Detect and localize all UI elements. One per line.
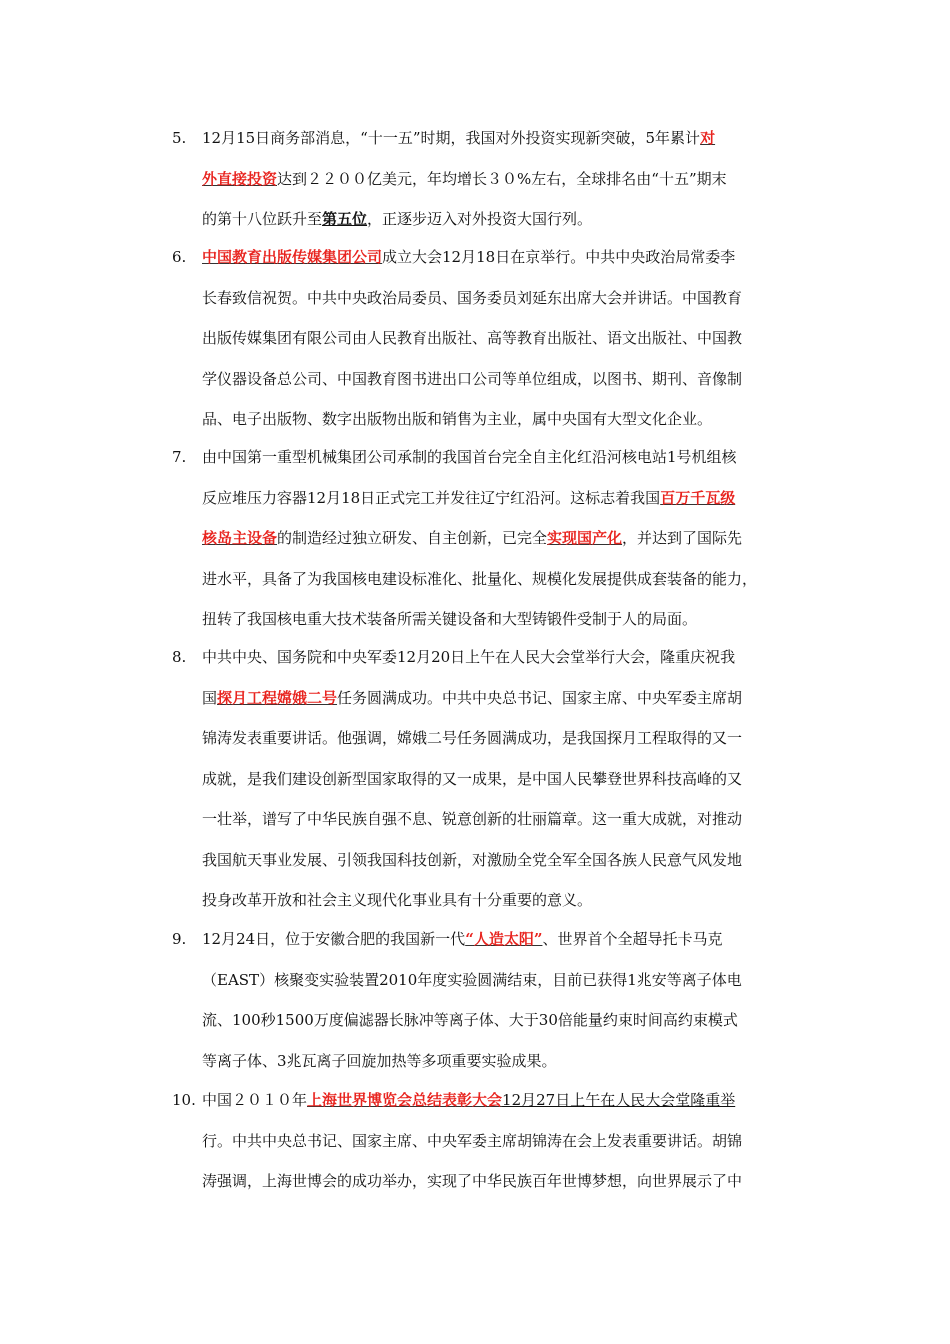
item-body: [202, 437, 812, 640]
text-line: [202, 840, 812, 881]
text-run: 我国航天事业发展、引领我国科技创新，对激励全党全军全国各族人民意气风发地: [202, 850, 743, 869]
text-run: 、世界首个全超导托卡马克: [542, 930, 723, 948]
item-body: [202, 237, 812, 440]
highlighted-term: 实现国产化: [547, 529, 623, 547]
text-run: 成就，是我们建设创新型国家取得的又一成果，是中国人民攀登世界科技高峰的又: [202, 769, 743, 788]
text-line: [202, 960, 812, 1001]
text-line: [202, 1000, 812, 1041]
item-body: [202, 919, 812, 1081]
text-run: 锦涛发表重要讲话。他强调，嫦娥二号任务圆满成功，是我国探月工程取得的又一: [202, 729, 743, 747]
text-line: [202, 118, 812, 159]
text-line: [202, 759, 812, 800]
text-run: 投身改革开放和社会主义现代化事业具有十分重要的意义。: [202, 891, 593, 909]
item-number: 7.: [172, 448, 187, 466]
item-number: 5.: [172, 129, 187, 147]
highlighted-term: 上海世界博览会总结表彰大会: [307, 1091, 503, 1109]
item-number: 8.: [172, 648, 187, 666]
text-line: [202, 880, 812, 921]
text-run: 等离子体、3兆瓦离子回旋加热等多项重要实验成果。: [202, 1051, 557, 1070]
text-line: [202, 359, 812, 400]
text-run: 的第十八位跃升至: [202, 210, 323, 228]
text-line: [202, 1121, 812, 1162]
item-number: 9.: [172, 930, 187, 948]
text-line: [202, 559, 812, 600]
text-line: [202, 1080, 812, 1121]
item-body: [202, 118, 812, 240]
text-run: 进水平，具备了为我国核电建设标准化、批量化、规模化发展提供成套装备的能力，: [202, 569, 758, 588]
text-line: [202, 518, 812, 559]
highlighted-term: 外直接投资: [202, 169, 278, 188]
text-run: 达到２２００亿美元，年均增长３０%左右，全球排名由“十五”期末: [277, 169, 727, 188]
text-run: 成立大会12月18日在京举行。中共中央政治局常委李: [382, 248, 736, 266]
text-run: 扭转了我国核电重大技术装备所需关键设备和大型铸锻件受制于人的局面。: [202, 610, 698, 628]
text-run: 12月27日上午在人民大会堂隆重举: [502, 1091, 736, 1109]
text-run: （EAST）核聚变实验装置2010年度实验圆满结束，目前已获得1兆安等离子体电: [202, 970, 742, 989]
highlighted-term: 百万千瓦级: [660, 488, 736, 507]
text-line: [202, 678, 812, 719]
text-line: [202, 599, 812, 640]
text-line: [202, 637, 812, 678]
highlighted-term: 对: [700, 129, 716, 147]
text-run: 12月24日，位于安徽合肥的我国新一代: [202, 930, 466, 948]
text-run: 一壮举，谱写了中华民族自强不息、锐意创新的壮丽篇章。这一重大成就，对推动: [202, 810, 743, 828]
text-run: 由中国第一重型机械集团公司承制的我国首台完全自主化红沿河核电站1号机组核: [202, 448, 737, 466]
text-run: 反应堆压力容器12月18日正式完工并发往辽宁红沿河。这标志着我国: [202, 488, 661, 507]
text-run: 品、电子出版物、数字出版物出版和销售为主业，属中央国有大型文化企业。: [202, 410, 713, 428]
item-body: [202, 1080, 812, 1202]
text-run: 任务圆满成功。中共中央总书记、国家主席、中央军委主席胡: [337, 688, 743, 707]
highlighted-term: 探月工程嫦娥二号: [217, 688, 338, 707]
text-line: [202, 159, 812, 200]
emphasized-term: 第五位: [322, 210, 368, 228]
text-run: 行。中共中央总书记、国家主席、中央军委主席胡锦涛在会上发表重要讲话。胡锦: [202, 1131, 743, 1150]
text-line: [202, 318, 812, 359]
highlighted-term: 核岛主设备: [202, 529, 278, 547]
item-number: 6.: [172, 248, 187, 266]
text-run: 国: [202, 688, 218, 707]
text-run: 12月15日商务部消息，“十一五”时期，我国对外投资实现新突破，5年累计: [202, 129, 701, 147]
text-run: 出版传媒集团有限公司由人民教育出版社、高等教育出版社、语文出版社、中国教: [202, 329, 743, 347]
text-run: 学仪器设备总公司、中国教育图书进出口公司等单位组成，以图书、期刊、音像制: [202, 369, 743, 388]
text-run: 涛强调，上海世博会的成功举办，实现了中华民族百年世博梦想，向世界展示了中: [202, 1172, 743, 1190]
text-line: [202, 237, 812, 278]
text-run: 长春致信祝贺。中共中央政治局委员、国务委员刘延东出席大会并讲话。中国教育: [202, 288, 743, 307]
text-line: [202, 1161, 812, 1202]
text-line: [202, 919, 812, 960]
text-line: [202, 478, 812, 519]
highlighted-term: “人造太阳”: [465, 930, 543, 948]
text-line: [202, 399, 812, 440]
text-line: [202, 718, 812, 759]
text-run: 的制造经过独立研发、自主创新，已完全: [277, 529, 548, 547]
text-run: 中共中央、国务院和中央军委12月20日上午在人民大会堂举行大会，隆重庆祝我: [202, 648, 736, 666]
item-number: 10.: [172, 1091, 196, 1109]
text-line: [202, 199, 812, 240]
item-body: [202, 637, 812, 921]
text-run: ，并达到了国际先: [622, 529, 743, 547]
text-line: [202, 437, 812, 478]
text-run: 中国２０１０年: [202, 1091, 308, 1109]
text-line: [202, 278, 812, 319]
highlighted-term: 中国教育出版传媒集团公司: [202, 248, 383, 266]
text-run: ，正逐步迈入对外投资大国行列。: [367, 210, 593, 228]
text-line: [202, 1041, 812, 1082]
text-run: 流、100秒1500万度偏滤器长脉冲等离子体、大于30倍能量约束时间高约束模式: [202, 1011, 738, 1029]
text-line: [202, 799, 812, 840]
